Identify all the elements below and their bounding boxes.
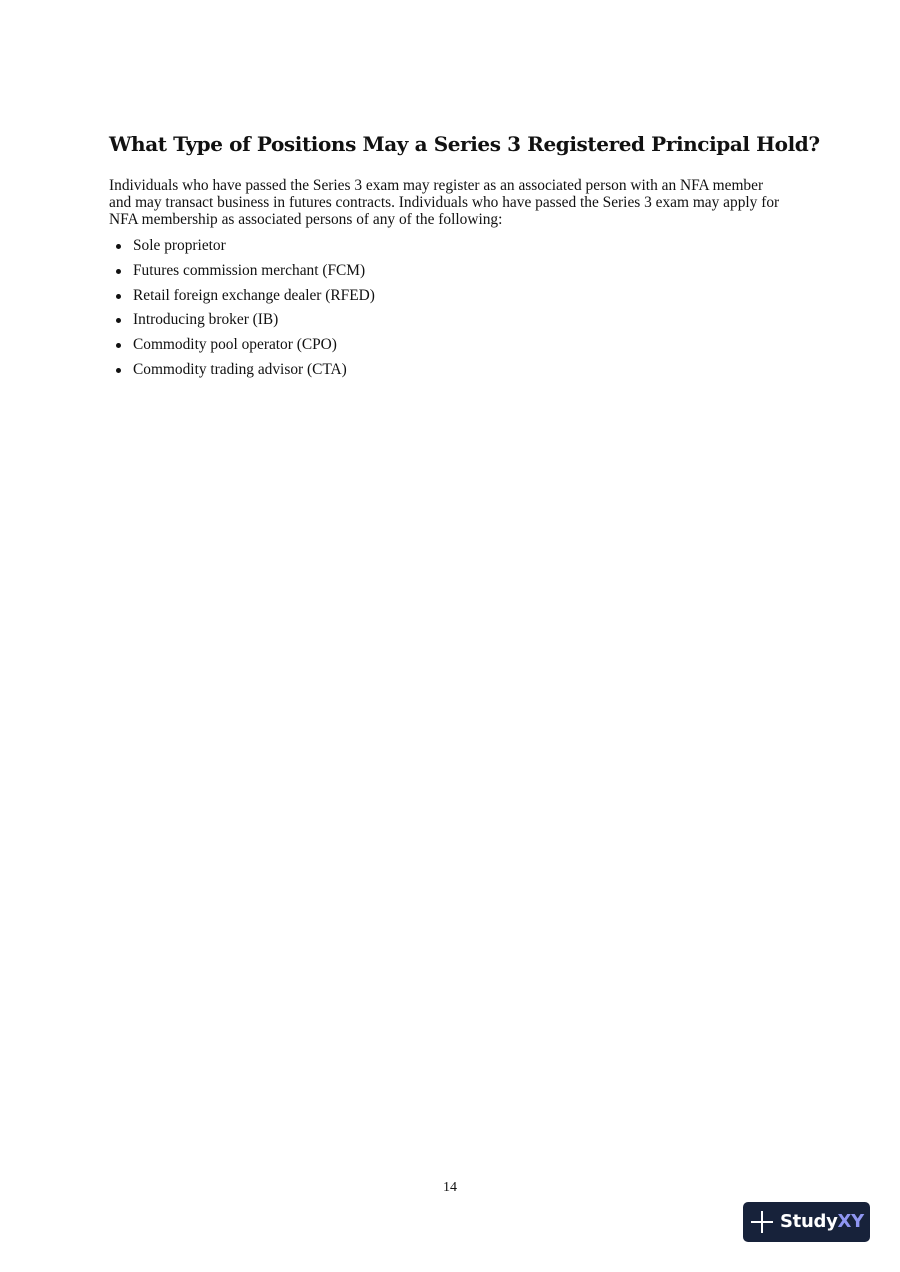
page-number: 14 (443, 1180, 457, 1195)
list-item-text: Commodity pool operator (CPO) (133, 336, 337, 354)
studyxy-logo[interactable] (743, 1202, 870, 1242)
list-item (109, 309, 375, 334)
logo-text-accent: XY (837, 1211, 864, 1232)
list-item-text: Introducing broker (IB) (133, 311, 279, 329)
section-heading: What Type of Positions May a Series 3 Registered Principal Hold? (109, 132, 820, 156)
bullet-icon (116, 294, 121, 299)
logo-text-main: Study (780, 1211, 838, 1232)
logo-text (780, 1211, 864, 1233)
bullet-icon (116, 244, 121, 249)
list-item (109, 359, 375, 384)
bullet-icon (116, 368, 121, 373)
position-list (109, 235, 375, 384)
bullet-icon (116, 318, 121, 323)
list-item-text: Commodity trading advisor (CTA) (133, 360, 347, 378)
list-item (109, 334, 375, 359)
list-item (109, 285, 375, 310)
list-item (109, 260, 375, 285)
list-item (109, 235, 375, 260)
plus-icon (751, 1211, 773, 1233)
bullet-icon (116, 343, 121, 348)
bullet-icon (116, 269, 121, 274)
intro-paragraph: Individuals who have passed the Series 3 exam may register as an associated person with an NFA member and may transact business in futures contracts. Individuals who have passed the Series 3 exam may apply for NFA membership as associated persons of any of the following: (109, 177, 780, 228)
list-item-text: Retail foreign exchange dealer (RFED) (133, 286, 375, 304)
list-item-text: Sole proprietor (133, 237, 226, 254)
list-item-text: Futures commission merchant (FCM) (133, 261, 366, 279)
